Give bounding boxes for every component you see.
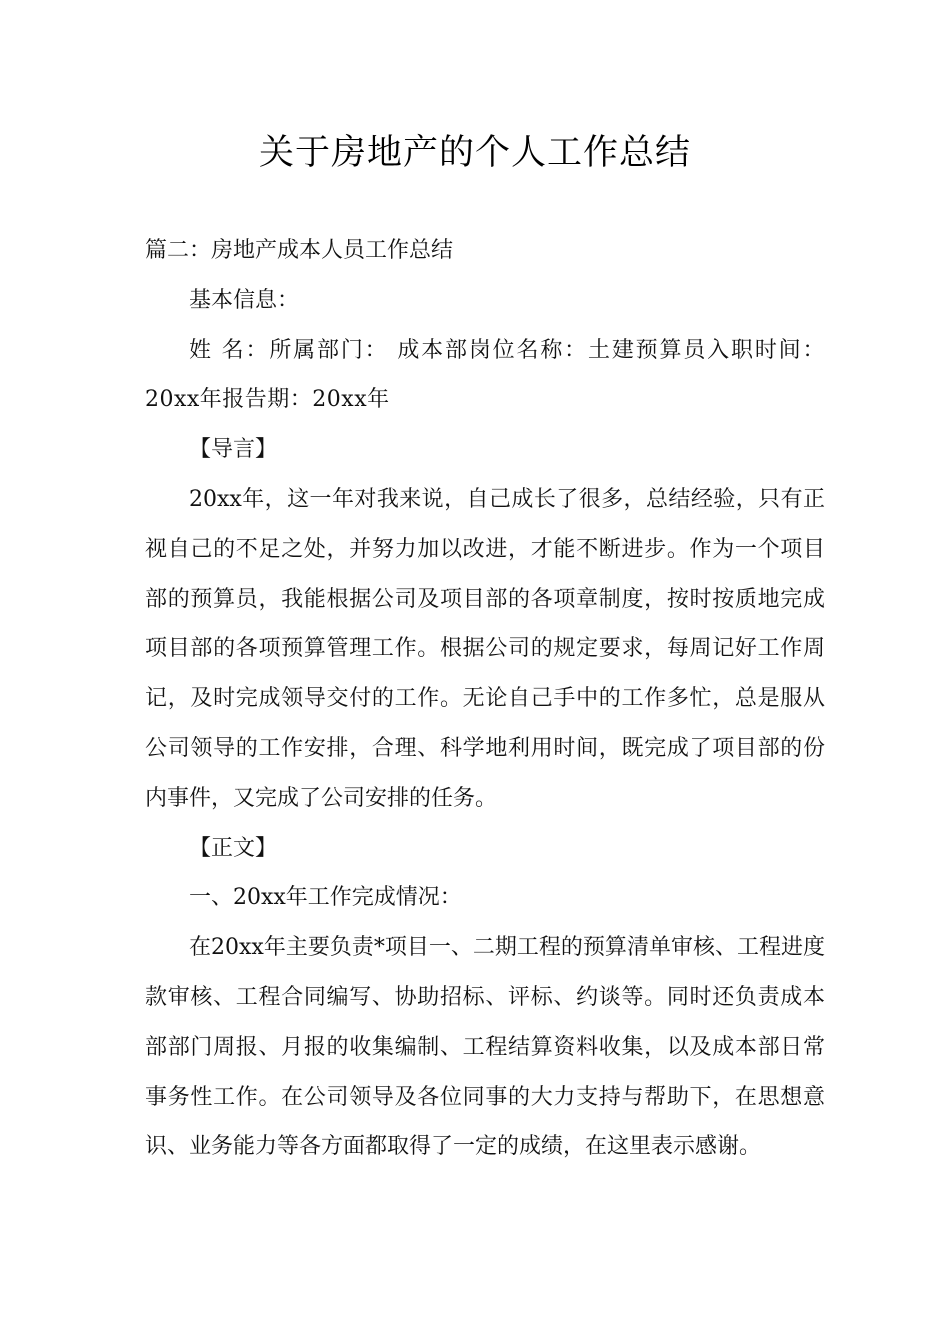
intro-label: 【导言】 [189, 437, 278, 463]
section-one-paragraph: 在20xx年主要负责*项目一、二期工程的预算清单审核、工程进度款审核、工程合同编写、协助招标、评标、约谈等。同时还负责成本部部门周报、月报的收集编制、工程结算资料收集，以及成本部日常事务性工作。在公司领导及各位同事的大力支持与帮助下，在思想意识、业务能力等各方面都取得了一定的成绩，在这里表示感谢。 [145, 935, 825, 1160]
section-heading: 篇二：房地产成本人员工作总结 [145, 238, 454, 263]
intro-paragraph: 20xx年，这一年对我来说，自己成长了很多，总结经验，只有正视自己的不足之处，并努力加以改进，才能不断进步。作为一个项目部的预算员，我能根据公司及项目部的各项章制度，按时按质地完成项目部的各项预算管理工作。根据公司的规定要求，每周记好工作周记，及时完成领导交付的工作。无论自己手中的工作多忙，总是服从公司领导的工作安排，合理、科学地利用时间，既完成了项目部的份内事件，又完成了公司安排的任务。 [145, 486, 825, 811]
basic-info-label: 基本信息： [189, 287, 300, 313]
section-one-heading: 一、20xx年工作完成情况： [189, 885, 462, 911]
document-body [145, 226, 825, 1172]
basic-info-line: 姓 名：所属部门： 成本部岗位名称：土建预算员入职时间：20xx年报告期：20xx年 [145, 337, 825, 413]
main-label: 【正文】 [189, 835, 278, 861]
document-title: 关于房地产的个人工作总结 [258, 133, 691, 173]
